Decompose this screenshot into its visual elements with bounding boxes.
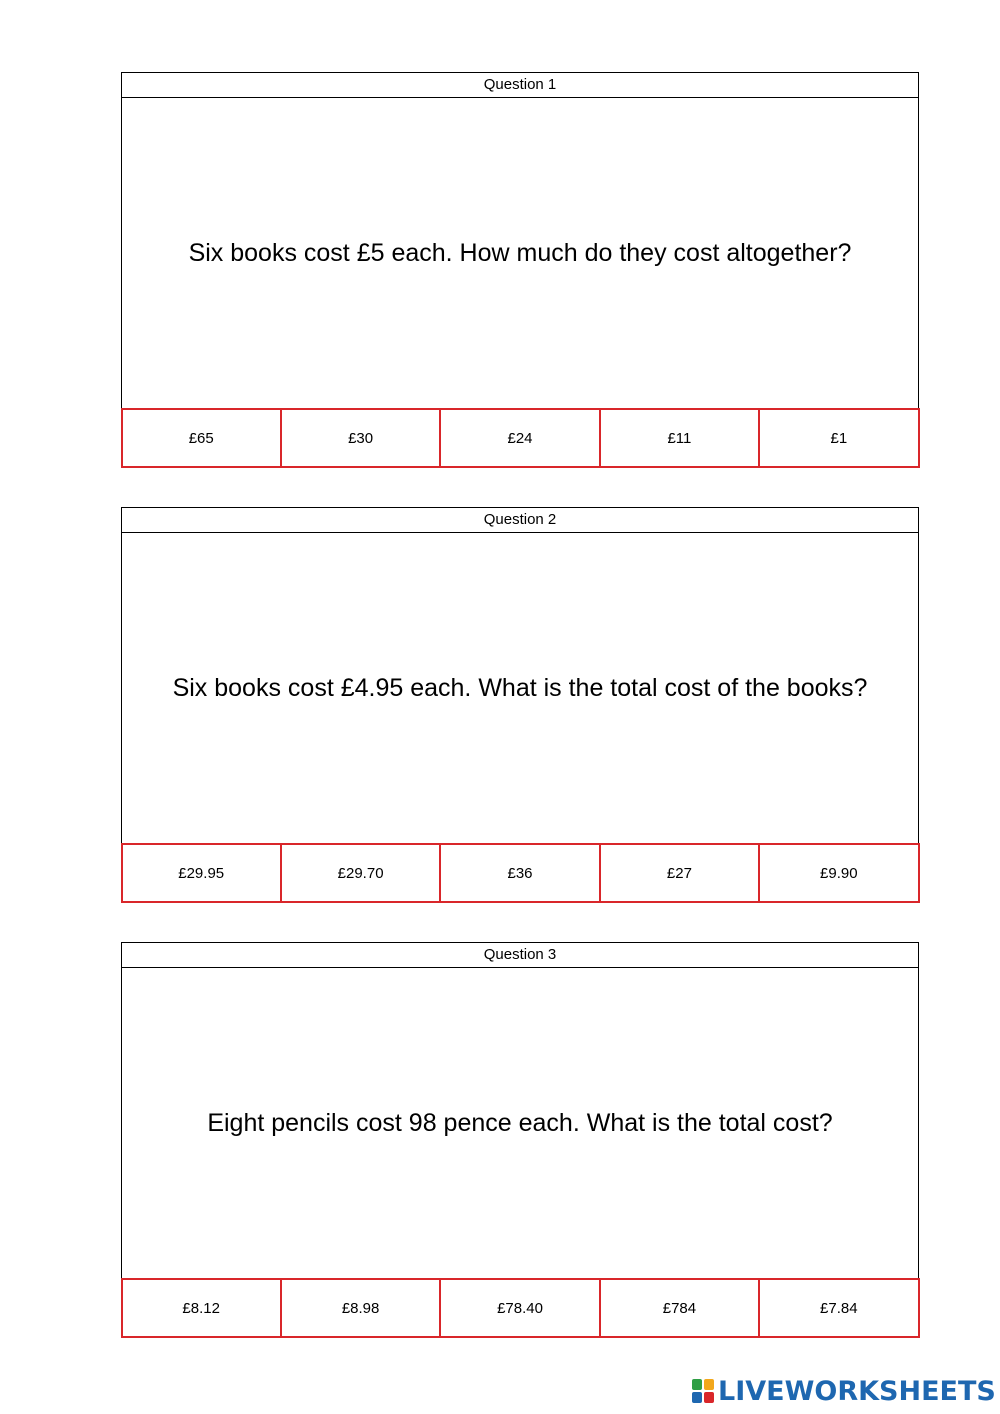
answer-option[interactable]: £27 [599, 845, 758, 901]
logo-square [692, 1392, 702, 1403]
question-card-3 [121, 942, 919, 1338]
answer-option[interactable]: £36 [439, 845, 598, 901]
answer-option[interactable]: £8.98 [280, 1280, 439, 1336]
question-label: Question 1 [122, 73, 918, 98]
answer-options [121, 1278, 920, 1338]
logo-mark-icon [692, 1379, 714, 1403]
question-text: Six books cost £5 each. How much do they cost altogether? [188, 238, 852, 267]
question-label: Question 3 [122, 943, 918, 968]
question-text: Eight pencils cost 98 pence each. What is the total cost? [207, 1108, 833, 1137]
answer-option[interactable]: £11 [599, 410, 758, 466]
answer-option[interactable]: £65 [188, 429, 214, 447]
logo-square [704, 1379, 714, 1390]
answer-option[interactable]: £24 [439, 410, 598, 466]
answer-option[interactable]: £9.90 [758, 845, 917, 901]
question-card-1 [121, 72, 919, 468]
logo-square [704, 1392, 714, 1403]
liveworksheets-logo [692, 1376, 996, 1406]
answer-option[interactable]: £78.40 [439, 1280, 598, 1336]
logo-square [692, 1379, 702, 1390]
answer-option[interactable]: £29.70 [280, 845, 439, 901]
answer-option[interactable]: £8.12 [182, 1299, 220, 1317]
question-label: Question 2 [122, 508, 918, 533]
answer-options [121, 843, 920, 903]
answer-options [121, 408, 920, 468]
question-card-2 [121, 507, 919, 903]
question-text: Six books cost £4.95 each. What is the total cost of the books? [172, 673, 868, 702]
answer-option[interactable]: £29.95 [178, 864, 225, 882]
answer-option[interactable]: £1 [758, 410, 917, 466]
answer-option[interactable]: £784 [599, 1280, 758, 1336]
logo-text: LIVEWORKSHEETS [718, 1375, 996, 1407]
answer-option[interactable]: £7.84 [758, 1280, 917, 1336]
answer-option[interactable]: £30 [280, 410, 439, 466]
